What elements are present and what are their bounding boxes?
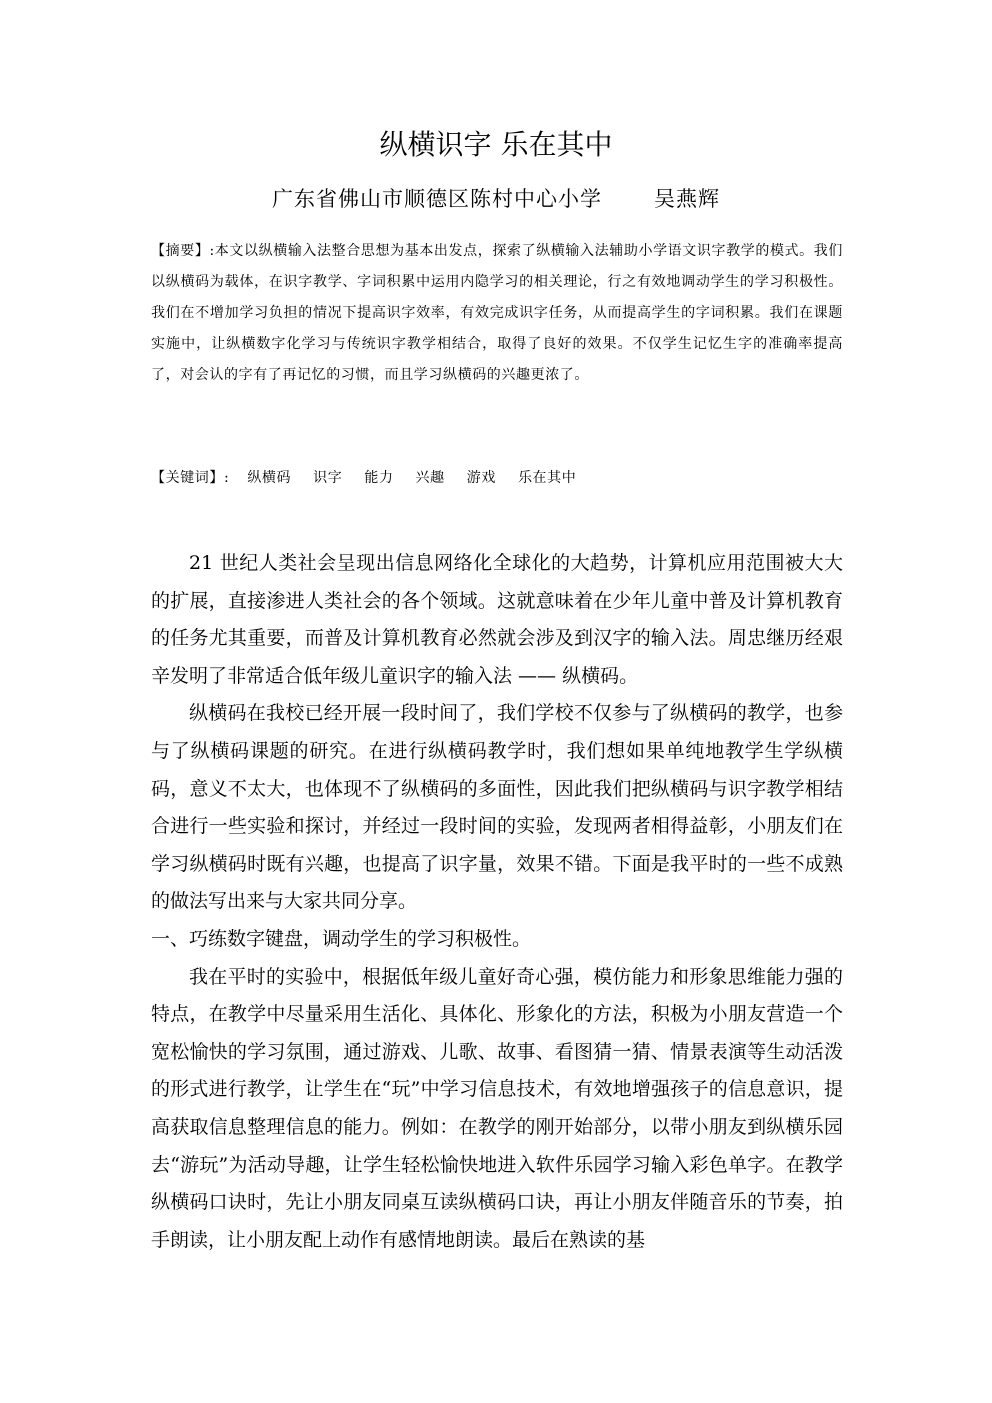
keyword: 兴趣 xyxy=(415,470,445,486)
author-school: 广东省佛山市顺德区陈村中心小学 xyxy=(272,187,602,211)
abstract-text: 本文以纵横输入法整合思想为基本出发点，探索了纵横输入法辅助小学语文识字教学的模式。我们以纵横码为载体，在识字教学、字词积累中运用内隐学习的相关理论，行之有效地调动学生的学习积极性。我们在不增加学习负担的情况下提高识字效率，有效完成识字任务，从而提高学生的字词积累。我们在课题实施中，让纵横数字化学习与传统识字教学相结合，取得了良好的效果。不仅学生记忆生字的准确率提高了，对会认的字有了再记忆的习惯，而且学习纵横码的兴趣更浓了。 xyxy=(151,243,843,383)
author-name: 吴燕辉 xyxy=(654,187,720,211)
body-paragraph: 纵横码在我校已经开展一段时间了，我们学校不仅参与了纵横码的教学，也参与了纵横码课题的研究。在进行纵横码教学时，我们想如果单纯地教学生学纵横码，意义不太大，也体现不了纵横码的多面性，因此我们把纵横码与识字教学相结合进行一些实验和探讨，并经过一段时间的实验，发现两者相得益彰，小朋友们在学习纵横码时既有兴趣，也提高了识字量，效果不错。下面是我平时的一些不成熟的做法写出来与大家共同分享。 xyxy=(151,702,843,913)
abstract xyxy=(151,236,843,391)
keyword: 识字 xyxy=(313,470,343,486)
abstract-label: 【摘要】: xyxy=(151,243,215,259)
section-heading: 一、巧练数字键盘，调动学生的学习积极性。 xyxy=(151,927,532,950)
keyword: 纵横码 xyxy=(247,470,292,486)
body-paragraph: 21 世纪人类社会呈现出信息网络化全球化的大趋势，计算机应用范围被大大的扩展，直接渗进人类社会的各个领域。这就意味着在少年儿童中普及计算机教育的任务尤其重要，而普及计算机教育必然就会涉及到汉字的输入法。周忠继历经艰辛发明了非常适合低年级儿童识字的输入法 —— 纵横码。 xyxy=(151,552,843,687)
keywords-label: 【关键词】: xyxy=(151,470,230,486)
keywords xyxy=(151,463,843,493)
author-line xyxy=(0,183,992,215)
keyword: 游戏 xyxy=(466,470,496,486)
keyword: 能力 xyxy=(364,470,394,486)
keyword: 乐在其中 xyxy=(517,470,577,486)
body-text xyxy=(151,545,843,1259)
document-title: 纵横识字 乐在其中 xyxy=(379,128,613,161)
body-paragraph: 我在平时的实验中，根据低年级儿童好奇心强，模仿能力和形象思维能力强的特点，在教学中尽量采用生活化、具体化、形象化的方法，积极为小朋友营造一个宽松愉快的学习氛围，通过游戏、儿歌、故事、看图猜一猜、情景表演等生动活泼的形式进行教学，让学生在“玩”中学习信息技术，有效地增强孩子的信息意识，提高获取信息整理信息的能力。例如：在教学的刚开始部分，以带小朋友到纵横乐园去“游玩”为活动导趣，让学生轻松愉快地进入软件乐园学习输入彩色单字。在教学纵横码口诀时，先让小朋友同桌互读纵横码口诀，再让小朋友伴随音乐的节奏，拍手朗读，让小朋友配上动作有感情地朗读。最后在熟读的基 xyxy=(151,965,843,1251)
